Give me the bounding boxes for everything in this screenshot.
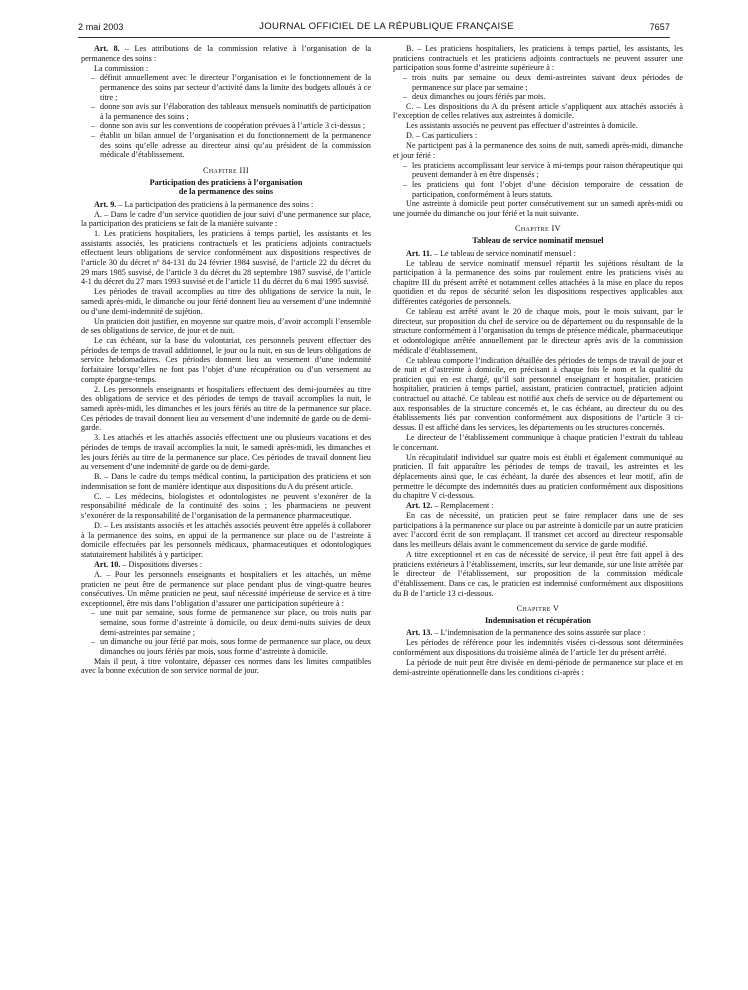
chapter-5-label: Chapitre V — [516, 604, 560, 614]
art11-label: Art. 11. — [406, 248, 432, 258]
paragraph: C. – Les médecins, biologistes et odontologistes ne peuvent s’exonérer de la responsabilité médicale de la continuité des soins ; les pharmaciens ne peuvent s’exonérer de la responsabilité de l’organisation de la permanence pharmaceutique. — [81, 491, 371, 521]
chapter-3-title — [81, 178, 371, 197]
paragraph: A. – Dans le cadre d’un service quotidien de jour suivi d’une permanence sur place, la participation des praticiens se fait de la manière suivante : — [81, 209, 371, 229]
chapter-4-title: Tableau de service nominatif mensuel — [472, 236, 604, 246]
art10-intro: – Dispositions diverses : — [120, 559, 203, 569]
art12-heading — [393, 501, 683, 511]
art8-list — [81, 73, 371, 160]
art8-label: Art. 8. — [94, 44, 120, 53]
paragraph: La période de nuit peut être divisée en demi-période de permanence sur place et en demi-astreinte opérationnelle dans les conditions ci-après : — [393, 657, 683, 677]
art10-label: Art. 10. — [94, 559, 121, 569]
chapter-5-heading — [393, 604, 683, 614]
art13-heading — [393, 628, 683, 638]
paragraph: Ce tableau comporte l’indication détaillée des périodes de temps de travail de jour et de nuit et d’astreinte à domicile, en précisant à chaque fois le nom et la qualité du praticien qui en est chargé, qu’il soit personnel enseignant et hospitalier, praticien hospitalier, praticien à temps partiel, assistant, praticien contractuel, praticien adjoint contractuel ou attaché. Ce tableau est notifié aux chefs de service ou de département ou aux responsables de la structure concernés et, le cas échéant, au directeur du ou des établissements liés par convention conformément aux dispositions de l’article 3 ci-dessus. Il est affiché dans les services, les départements ou les structures concernés. — [393, 355, 683, 432]
paragraph: A titre exceptionnel et en cas de nécessité de service, il peut être fait appel à des praticiens extérieurs à l’établissement, inscrits, sur leur demande, sur une liste arrêtée par le directeur de l’établissement, sur proposition de la commission médicale d’établissement. Dans ce cas, le praticien est indemnisé conformément aux dispositions du B de l’article 13 ci-dessous. — [393, 550, 683, 598]
art8-heading — [81, 44, 371, 63]
chapter-3-title-line-1: Participation des praticiens à l’organisation — [149, 177, 303, 187]
list-item: – les praticiens qui font l’objet d’une décision temporaire de cessation de participation, conformément à leurs statuts. — [393, 180, 683, 199]
paragraph: D. – Cas particuliers : — [406, 131, 478, 141]
list-item: – définit annuellement avec le directeur l’organisation et le fonctionnement de la permanence des soins par secteur d’activité dans la limite des budgets alloués à ce titre ; — [81, 73, 371, 102]
art11-heading — [393, 249, 683, 259]
chapter-3-heading — [81, 166, 371, 176]
paragraph: 1. Les praticiens hospitaliers, les praticiens à temps partiel, les assistants et les assistants associés, les praticiens contractuels et les praticiens adjoints contractuels effectuent leurs obligations de service conformément aux dispositions respectives de l’article 30 du décret nº 84-131 du 24 février 1984 susvisé, de l’article 22 du décret du 29 mars 1985 susvisé, de l’article 3 du décret du 28 septembre 1987 susvisé, de l’article 4-1 du décret du 27 mars 1993 susvisé et de l’article 11 du décret du 6 mai 1995 susvisé. — [81, 229, 371, 287]
chapter-3-title-line-2: de la permanence des soins — [178, 187, 274, 197]
paragraph: 3. Les attachés et les attachés associés effectuent une ou plusieurs vacations et des périodes de temps de travail accomplies la nuit, le samedi après-midi, les dimanches et les jours fériés au titre de la permanence sur place. Ces périodes de travail donnent lieu au versement d’une indemnité de garde ou de demi-garde. — [81, 433, 371, 472]
header-rule — [78, 37, 670, 38]
art10-heading — [81, 560, 371, 570]
art9-intro: – La participation des praticiens à la permanence des soins : — [116, 199, 314, 209]
header-date: 2 mai 2003 — [78, 21, 124, 32]
paragraph: A. – Pour les personnels enseignants et hospitaliers et les attachés, un même praticien ne peut être de permanence sur place pendant plus de vingt-quatre heures consécutives. Un même praticien ne peut, sauf nécessité impérieuse de service et à titre exceptionnel, être mis dans l’obligation d’assurer une participation supérieure à : — [81, 569, 371, 608]
paragraph: B. – Dans le cadre du temps médical continu, la participation des praticiens et son indemnisation se font de manière identique aux dispositions du A du présent article. — [81, 472, 371, 491]
list-item: – donne son avis sur l’élaboration des tableaux mensuels nominatifs de participation à la permanence des soins ; — [81, 102, 371, 121]
paragraph: Le directeur de l’établissement communique à chaque praticien l’extrait du tableau le concernant. — [393, 432, 683, 452]
paragraph: En cas de nécessité, un praticien peut se faire remplacer dans une de ses participations à la permanence sur place ou par astreinte à domicile par un autre praticien avec l’accord écrit de son remplaçant. Il transmet cet accord au directeur responsable dans les meilleurs délais avant le commencement du service de garde modifié. — [393, 511, 683, 550]
art8-intro: – Les attributions de la commission relative à l’organisation de la permanence des soins : — [81, 44, 371, 63]
list-item: – établit un bilan annuel de l’organisation et du fonctionnement de la permanence des soins qu’elle adresse au directeur ainsi qu’au président de la commission médicale d’établissement. — [81, 131, 371, 160]
list-item: – un dimanche ou jour férié par mois, sous forme de permanence sur place, ou deux dimanches ou jours fériés par mois, sous forme d’astreinte à domicile. — [81, 637, 371, 656]
list-item: – les praticiens accomplissant leur service à mi-temps pour raison thérapeutique qui peuvent demander à en être dispensés ; — [393, 161, 683, 180]
paragraph: 2. Les personnels enseignants et hospitaliers effectuent des demi-journées au titre des obligations de service et des périodes de temps de travail accomplies la nuit, le samedi après-midi, les dimanches et les jours fériés au titre de la permanence sur place. Ces périodes de travail donnent lieu au versement d’une indemnité de garde ou de demi-garde. — [81, 384, 371, 433]
chapter-3-label: Chapitre III — [202, 165, 250, 175]
chapter-5-title: Indemnisation et récupération — [485, 615, 591, 625]
paragraph: Les assistants associés ne peuvent pas effectuer d’astreintes à domicile. — [406, 121, 638, 131]
paragraph: Le cas échéant, sur la base du volontariat, ces personnels peuvent effectuer des périodes de temps de travail additionnel, le jour ou la nuit, en sus de leurs obligations de service hebdomadaires. Ces périodes donnent lieu au versement d’une indemnité forfaitaire lorsqu’elles ne font pas l’objet d’une récupération ou d’un versement au compte épargne-temps. — [81, 336, 371, 384]
header-journal-title: JOURNAL OFFICIEL DE LA RÉPUBLIQUE FRANÇAISE — [259, 21, 514, 32]
chapter-4-heading — [393, 224, 683, 234]
paragraph: Mais il peut, à titre volontaire, dépasser ces normes dans les limites compatibles avec la bonne exécution de son service normal de jour. — [81, 656, 371, 676]
art12-label: Art. 12. — [406, 501, 433, 511]
chapter-4-label: Chapitre IV — [514, 224, 562, 234]
paragraph: C. – Les dispositions du A du présent article s’appliquent aux attachés associés à l’exception de celles relatives aux astreintes à domicile. — [393, 101, 683, 121]
art11-intro: – Le tableau de service nominatif mensuel : — [431, 248, 576, 258]
right-column — [393, 44, 683, 677]
paragraph: Le tableau de service nominatif mensuel répartit les sujétions résultant de la participation à la permanence des soins par roulement entre les praticiens visés au chapitre III du présent arrêté et notamment celles attachées à la mise en place du repos quotidien et du repos de sécurité selon les dispositions respectives applicables aux différentes catégories de personnels. — [393, 258, 683, 307]
paragraph: Une astreinte à domicile peut porter consécutivement sur un samedi après-midi ou une journée du dimanche ou jour férié et la nuit suivante. — [393, 199, 683, 218]
paragraph: Ne participent pas à la permanence des soins de nuit, samedi après-midi, dimanche et jour férié : — [393, 141, 683, 161]
paragraph: B. – Les praticiens hospitaliers, les praticiens à temps partiel, les assistants, les praticiens contractuels et les praticiens adjoints contractuels ne peuvent assurer une participation sous forme d’astreinte supérieure à : — [393, 44, 683, 73]
paragraph: Les périodes de référence pour les indemnités visées ci-dessous sont déterminées conformément aux dispositions du troisième alinéa de l’article 1er du présent arrêté. — [393, 638, 683, 657]
art9-label: Art. 9. — [94, 199, 117, 209]
art10-a-list — [81, 608, 371, 656]
art10-d-list — [393, 161, 683, 200]
left-column — [81, 44, 371, 676]
paragraph: Les périodes de travail accomplies au titre des obligations de service la nuit, le samedi après-midi, le dimanche ou jour férié donnent lieu au versement d’une indemnité ou d’une demi-indemnité de sujétion. — [81, 287, 371, 316]
paragraph: Un praticien doit justifier, en moyenne sur quatre mois, d’avoir accompli l’ensemble de ses obligations de service, de jour et de nuit. — [81, 316, 371, 336]
art9-heading — [81, 200, 371, 210]
list-item: – trois nuits par semaine ou deux demi-astreintes suivant deux périodes de permanence sur place par semaine ; — [393, 73, 683, 92]
paragraph: Un récapitulatif individuel sur quatre mois est établi et également communiqué au praticien. Il fait apparaître les périodes de temps de travail, les astreintes et les déplacements ainsi que, le cas échéant, la durée des absences et leur motif, afin de permettre le décompte des indemnités dues au praticien conformément aux dispositions du chapitre V ci-dessous. — [393, 452, 683, 501]
art12-intro: – Remplacement : — [432, 501, 494, 511]
list-item: – donne son avis sur les conventions de coopération prévues à l’article 3 ci-dessus ; — [81, 121, 371, 131]
art13-intro: – L’indemnisation de la permanence des soins assurée sur place : — [432, 628, 646, 638]
list-item: – une nuit par semaine, sous forme de permanence sur place, ou trois nuits par semaine, sous forme d’astreinte à domicile, ou deux demi-nuits suivies de deux demi-astreintes par semaine ; — [81, 608, 371, 637]
header-page-number: 7657 — [649, 21, 670, 32]
page-header — [78, 21, 670, 32]
art10-b-list — [393, 73, 683, 102]
paragraph: Ce tableau est arrêté avant le 20 de chaque mois, pour le mois suivant, par le directeur, sur proposition du chef de service ou de département ou du responsable de la structure conformément à l’organisation du temps de présence médicale, pharmaceutique et odontologique arrêtée annuellement par le directeur après avis de la commission médicale d’établissement. — [393, 307, 683, 355]
art8-lead: La commission : — [94, 63, 149, 73]
paragraph: D. – Les assistants associés et les attachés associés peuvent être appelés à collaborer à la permanence des soins, en appui de la permanence sur place ou de l’astreinte à domicile effectuées par les personnels médicaux, pharmaceutiques et odontologiques statutairement habilités à y participer. — [81, 521, 371, 559]
list-item: – deux dimanches ou jours fériés par mois. — [393, 92, 683, 102]
art13-label: Art. 13. — [406, 628, 433, 638]
